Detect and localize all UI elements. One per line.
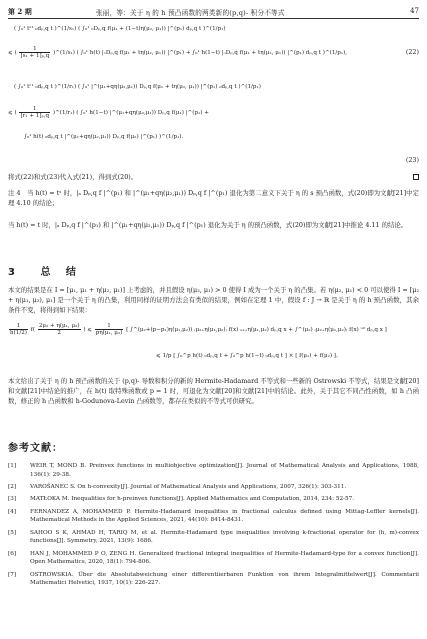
reference-item [8,550,419,567]
eq22-line2-open: ⩽ ( [8,50,17,56]
substitution-line [8,172,419,182]
ineq-lhs-fraction [9,323,28,336]
reference-item [8,483,419,492]
eq23-number: (23) [405,156,419,164]
eq22-frac-num: 1 [19,46,50,53]
reference-item [8,508,419,525]
ineq-lhs-num: 1 [9,323,28,330]
ineq-mid-den: pη(μ₁, μ₂) [95,330,123,336]
reference-text: FERNANDEZ A, MOHAMMED P. Hermite-Hadamard inequalities in fractional calculus defined using Mittag-Leffler kernels[J]. Mathematical Methods in the Applied Sciences, 2021, 44(10): 8414-8431. [30,508,419,524]
reference-item [8,571,419,588]
eq22-number: (22) [405,48,419,56]
section-number: 3 [8,267,21,278]
ineq-mid-num: 1 [95,323,124,330]
eq23-frac-den: [r₁ + 1]ₚ,q [20,113,50,119]
inequality-line2: ⩽ 1/p [ ∫₀^p h(t) ₀dₚ,q t + ∫₀^p h(1−t) ₀dₚ,q t ] × [ f(μ₁) + f(μ₂) ]。 [156,353,342,359]
ineq-integral-term: [ ∫^(μ₂+(p−p₁)η(μ₁,μ₂)) ₍μ₂₊η(μ₁,μ₂)₎ f(x) ᵤ₂₊η(μ₁,μ₂) dₚ,q x + ∫^(μ₂) ₍μ₂₊η(μ₁,μ₂)₎ f(x) ᵘ² dₚ,q x ] [126,327,387,333]
reference-index: [4] [8,508,17,515]
reference-text: VAROŠANEC S. On h-convexity[J]. Journal of Mathematical Analysis and Applications, 2007, 326(1): 303-311. [30,484,347,490]
references-title: 参考文献： [8,443,63,454]
eq23-frac-num: 1 [19,106,50,113]
reference-index: [3] [8,496,17,503]
inequality-line1: $\frac{1}{h(1/2)}$ f( $\frac{\text{2μ₂ + η(μ₁, μ₂)}}{2}$ ) ⩽ $\frac{1}{\text{pη(μ₁, μ₂)}}$ [ ∫^(μ₂+(p−p₁)η(μ₁,μ₂)) ₍μ₂₊η(μ₁,μ₂)₎ f(x) ᵤ₂₊η(μ₁,μ₂) dₚ,q x + ∫^(μ₂) ₍μ₂₊η(μ₁,μ₂)₎ f(x) ᵘ² dₚ,q x ] [10,323,387,336]
eq23-line2-open: ⩽ ( [8,110,17,116]
note-4-continued: 当 h(t) = t 时，|ₐ Dₚ,q f |^(p₁) 和 |^(μ₁+qη(μ₂,μ₁)) Dₚ,q f |^(p₁) 退化为关于 η 的预凸函数，式(20)即为文献[21]中推论 4.11 的结论。 [8,221,408,229]
section-heading [8,263,82,278]
eq23-line3: ∫₀¹ h(t) ₀dₚ,q t |^(μ₁+qη(μ₂,μ₁)) Dₚ,q f(μ₂) |^(p₁) )^(1/p₁). [24,134,184,140]
running-title: 张丽，等：关于 η 的 h 预凸函数的两类新的(p,q)- 积分不等式 [96,9,285,17]
eq22-line2-rest: )^(1/s₁) ( ∫₀¹ h(t) |ₒDₚ,q f(μ₁ + tη(μ₂, μ₁)) |^(p₁) + ∫₀¹ h(1−t) |ₒDₚ,q f(μ₁ + tη(μ₂, μ₁)) |^(p₁) dₚ,q t )^(1/p₁), [53,50,348,56]
eq23-line2-rest: )^(1/r₁) ( ∫₀¹ h(1−t) |^(μ₁+qη(μ₂,μ₁)) Dₚ,q f(μ₁) |^(p₁) + [52,110,209,116]
summary-paragraph-2: 本文给出了关于 η 的 h 预凸函数的关于 (p,q)- 导数和积分的新的 Hermite-Hadamard 不等式和一些新的 Ostrowski 不等式，结果是文献[20]和文献[21]中结论的推广，在 h(t) 取特殊函数或 p = 1 时，可退化为文献[20]和文献[21]中的结论。此外，关于其它不同凸性函数，如 h 凸函数，修正的 h 凸函数和 h-Godunova-Levin 凸函数等，都存在类似的不等式可供研究。 [8,377,419,405]
summary-inequality [8,323,419,375]
reference-index: [1] [8,463,17,469]
eq23-fraction [19,106,50,119]
reference-index: [5] [8,529,17,536]
reference-index: [6] [8,550,17,557]
eq22-fraction [19,46,50,59]
equation-block [8,22,419,170]
reference-text: SAHOO S K, AHMAD H, TARIQ M, et al. Hermite-Hadamard type inequalities involving k-fractional operator for (h, m)-convex functions[J]. Symmetry, 2021, 13(9): 1686. [30,529,419,545]
qed-box-icon [413,174,419,180]
eq22-line2 [8,46,347,59]
ineq-lhs-den: h(1/2) [10,330,27,336]
eq23-line2 [8,106,209,119]
ineq-arg-fraction [38,323,81,336]
ineq-mid-fraction [95,323,124,336]
reference-text: WEIR T, MOND B. Preinvex functions in multiobjective optimization[J]. Journal of Mathematical Analysis and Applications, 1988, 136(1): 29-38. [30,463,419,478]
substitution-text: 将式(22)和式(23)代入式(21)，得到式(20)。 [8,173,138,181]
reference-text: MATŁOKA M. Inequalities for h-preinvex functions[J]. Applied Mathematics and Computation, 2014, 234: 52-57. [30,496,355,503]
eq23-line1: ( ∫₀¹ tʳ¹ ₀dₚ,q t )^(1/r₁) ( ∫₀¹ |^(μ₁+qη(μ₂,μ₁)) Dₚ,q f(μ₁ + tη(μ₂, μ₁)) |^(p₁) ₀dₚ,q t )^(1/p₁) [14,84,261,90]
header-rule [8,18,419,19]
eq22-frac-den: [s₁ + 1]ₚ,q [20,53,50,59]
note-4: 注 4 当 h(t) = tˢ 时，|ₐ Dₚ,q f |^(p₁) 和 |^(μ₁+qη(μ₂,μ₁)) Dₚ,q f |^(p₁) 退化为第二意义下关于 η 的 s 预凸函数，式(20)即为文献[21]中定理 4.10 的结论； [8,189,419,207]
ineq-arg-num: 2μ₂ + η(μ₁, μ₂) [38,323,80,329]
reference-text: OSTROWSKIA. Über die Absolutabweichung einer differentiierbaren Funktion von ihrem Integralmittelwert[J]. Commentarii Mathematici Helvetici, 1937, 10(1): 226-227. [30,571,419,587]
page-number: 47 [410,7,419,15]
summary-paragraph-1: 本文的结果是在 I = [μ₁, μ₁ + η(μ₂, μ₁)] 上考虑的，并且假设 η(μ₂, μ₁) > 0 使得 I 成为一个关于 η 的凸集。若 η(μ₂, μ₁) < 0 可以使得 I = [μ₂ + η(μ₁, μ₂), μ₁] 是一个关于 η 的凸集，利用同样的证明方法会有类似的结果，例如在定理 1 中，假设 f : J → ℝ 是关于 η 的 h 预凸函数，其余条件不变，将得到如下结果： [8,286,419,314]
reference-item [8,495,419,504]
ineq-arg-den: 2 [57,330,61,336]
reference-item [8,462,419,479]
eq22-line1: ( ∫₀¹ tˢ¹ ₀dₚ,q t )^(1/s₁) ( ∫₀¹ ₀Dₚ,q f(μ₁ + (1−t)η(μ₂, μ₁)) |^(p₁) dₚ,q t )^(1/p₁) [14,26,226,32]
section-title: 总 结 [40,267,82,278]
reference-list [8,462,419,592]
reference-text: HAN J, MOHAMMED P O, ZENG H. Generalized fractional integral inequalities of Hermite-Hadamard-type for a convex function[J]. Open Mathematics, 2020, 18(1): 794-806. [30,550,419,566]
reference-index: [2] [8,484,17,490]
issue-label: 第 2 期 [8,7,32,16]
reference-index: [7] [8,571,17,578]
reference-item [8,529,419,546]
